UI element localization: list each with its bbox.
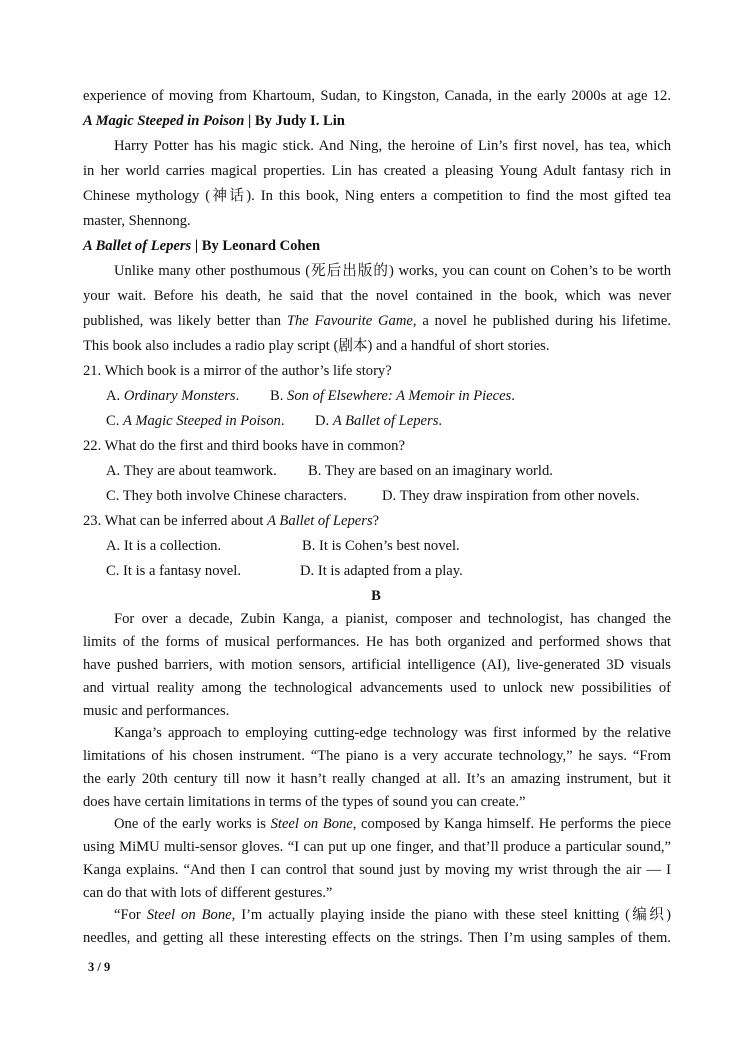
q22-option-a[interactable]: A. They are about teamwork. bbox=[106, 463, 277, 479]
q21-option-d[interactable]: D. A Ballet of Lepers. bbox=[315, 413, 443, 429]
b-p2-line-3: the early 20th century till now it hasn’t really changed at all. It’s an amazing instrument, but it bbox=[83, 771, 671, 787]
q22-stem: 22. What do the first and third books have in common? bbox=[83, 438, 405, 454]
q21-option-a[interactable]: A. Ordinary Monsters. bbox=[106, 388, 240, 404]
book2-byline: | By Judy I. Lin bbox=[244, 113, 345, 129]
b-p2-line-1: Kanga’s approach to employing cutting-edge technology was first informed by the relative bbox=[114, 725, 671, 741]
q21-option-b[interactable]: B. Son of Elsewhere: A Memoir in Pieces. bbox=[270, 388, 515, 404]
book3-heading bbox=[83, 236, 671, 256]
b-p1-line-5: music and performances. bbox=[83, 703, 230, 719]
book3-line-3 bbox=[83, 311, 671, 331]
b-p3-line-1: One of the early works is Steel on Bone, composed by Kanga himself. He performs the piece bbox=[114, 816, 671, 832]
q22-option-d[interactable]: D. They draw inspiration from other novels. bbox=[382, 488, 640, 504]
book2-heading bbox=[83, 111, 671, 131]
book3-title: A Ballet of Lepers bbox=[83, 238, 192, 254]
b-p3-line-3: Kanga explains. “And then I can control that sound just by moving my wrist through the air — I bbox=[83, 862, 671, 878]
b-p2-line-2: limitations of his chosen instrument. “The piano is a very accurate technology,” he says. “From bbox=[83, 748, 671, 764]
book3-line-2: your wait. Before his death, he said that the novel contained in the book, which was never bbox=[83, 288, 671, 304]
q22-option-c[interactable]: C. They both involve Chinese characters. bbox=[106, 488, 347, 504]
book3-line-1: Unlike many other posthumous (死后出版的) works, you can count on Cohen’s to be worth bbox=[114, 263, 671, 279]
section-b-heading: B bbox=[371, 588, 381, 604]
q23-option-d[interactable]: D. It is adapted from a play. bbox=[300, 563, 463, 579]
b-p3-line-2: using MiMU multi-sensor gloves. “I can put up one finger, and that’ll produce a particular sound,” bbox=[83, 839, 671, 855]
b-p1-line-2: limits of the forms of musical performances. He has both organized and performed shows that bbox=[83, 634, 671, 650]
book3-line-3-post: , a novel he published during his lifetime. bbox=[412, 313, 672, 329]
b-p1-line-1: For over a decade, Zubin Kanga, a pianist, composer and technologist, has changed the bbox=[114, 611, 671, 627]
q23-stem: 23. What can be inferred about A Ballet of Lepers? bbox=[83, 513, 380, 529]
page-number: 3 / 9 bbox=[88, 960, 111, 974]
q23-option-c[interactable]: C. It is a fantasy novel. bbox=[106, 563, 241, 579]
b-p4-line-2: needles, and getting all these interesting effects on the strings. Then I’m using samples of them. bbox=[83, 930, 671, 946]
lead-line: experience of moving from Khartoum, Sudan, to Kingston, Canada, in the early 2000s at age 12. bbox=[83, 88, 671, 104]
q21-option-c[interactable]: C. A Magic Steeped in Poison. bbox=[106, 413, 285, 429]
b-p4-line-1: “For Steel on Bone, I’m actually playing inside the piano with these steel knitting (编织) bbox=[114, 907, 671, 923]
book2-line-1: Harry Potter has his magic stick. And Ning, the heroine of Lin’s first novel, has tea, which bbox=[114, 138, 671, 154]
book2-line-2: in her world carries magical properties. Lin has created a pleasing Young Adult fantasy rich in bbox=[83, 163, 671, 179]
q23-option-a[interactable]: A. It is a collection. bbox=[106, 538, 222, 554]
book3-line-3-pre: published, was likely better than bbox=[83, 313, 287, 329]
q21-stem: 21. Which book is a mirror of the author’s life story? bbox=[83, 363, 392, 379]
book3-byline: | By Leonard Cohen bbox=[191, 238, 321, 254]
q22-option-b[interactable]: B. They are based on an imaginary world. bbox=[308, 463, 553, 479]
book2-line-4: master, Shennong. bbox=[83, 213, 191, 229]
b-p2-line-4: does have certain limitations in terms of the types of sound you can create.” bbox=[83, 794, 526, 810]
b-p3-line-4: can do that with lots of different gestures.” bbox=[83, 885, 333, 901]
q23-option-b[interactable]: B. It is Cohen’s best novel. bbox=[302, 538, 460, 554]
book3-line-4: This book also includes a radio play script (剧本) and a handful of short stories. bbox=[83, 338, 550, 354]
b-p1-line-4: and virtual reality among the technological advancements used to unlock new possibilities of bbox=[83, 680, 671, 696]
book2-line-3: Chinese mythology (神话). In this book, Ning enters a competition to find the most gifted tea bbox=[83, 188, 671, 204]
b-p1-line-3: have pushed barriers, with motion sensors, artificial intelligence (AI), live-generated 3D visuals bbox=[83, 657, 671, 673]
book2-title: A Magic Steeped in Poison bbox=[83, 113, 245, 129]
book3-line-3-italic: The Favourite Game bbox=[286, 313, 413, 329]
